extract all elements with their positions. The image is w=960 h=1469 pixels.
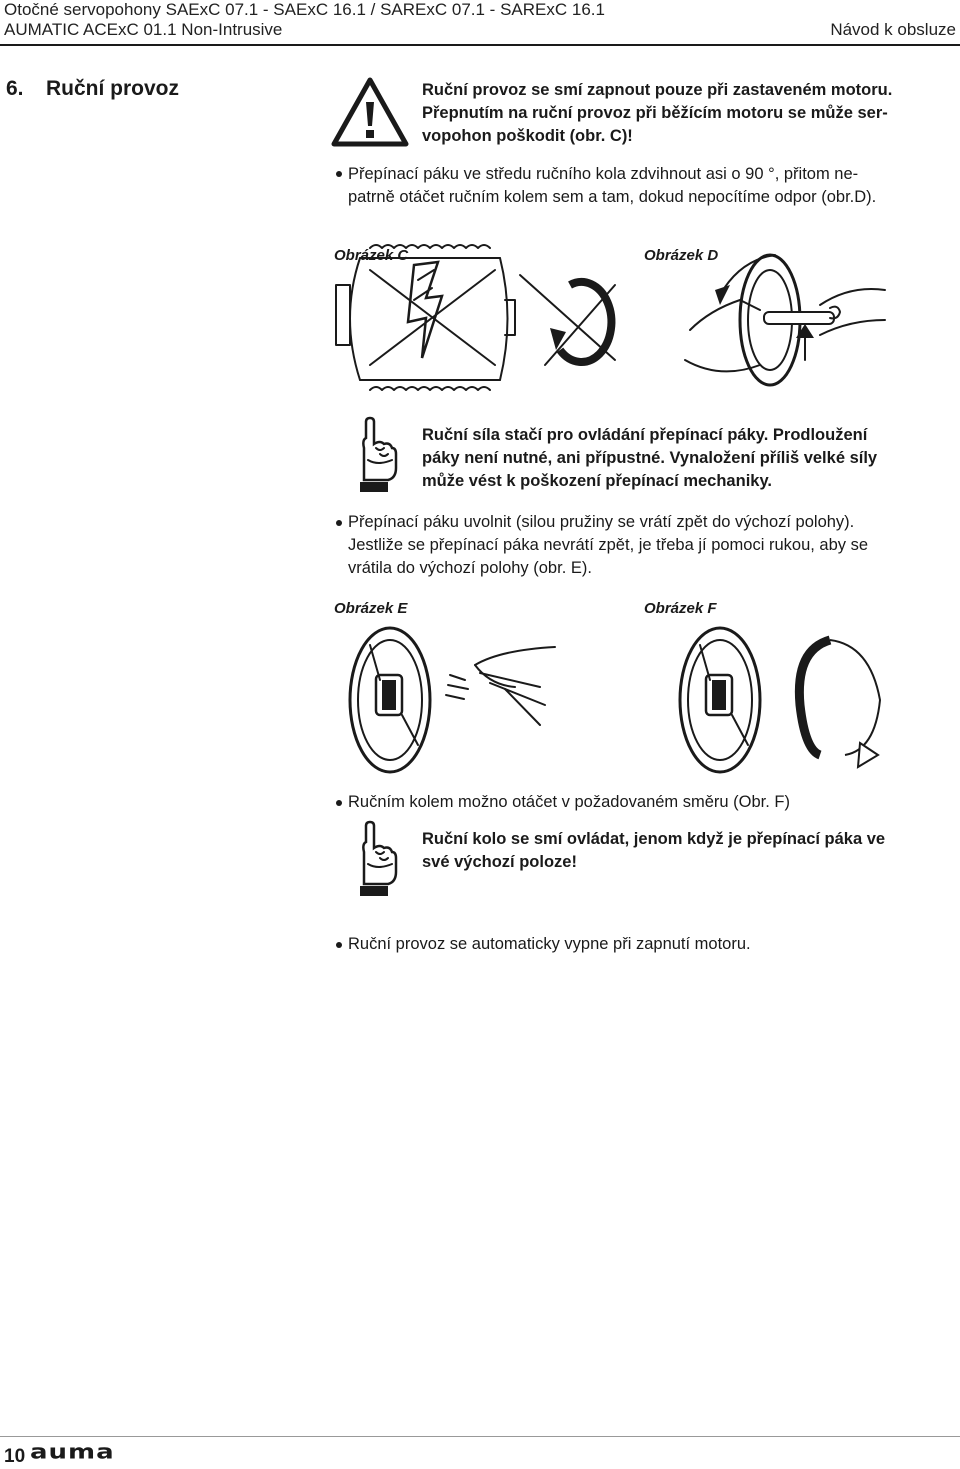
note1-line: může vést k poškození přepínací mechaniky. [422,472,772,490]
warning-triangle-icon [330,76,410,148]
warning-text [422,79,892,148]
figure-d-caption: Obrázek D [644,247,719,264]
motion-lines-icon [446,675,468,699]
lightning-bolt-icon [408,262,442,358]
pointing-hand-icon [350,822,398,898]
pointing-hand-icon [350,418,398,494]
footer-rule [0,1436,960,1437]
step1-line: Přepínací páku ve středu ručního kola zdvihnout asi o 90 °, přitom ne- [348,165,859,183]
note1-line: páky není nutné, ani přípustné. Vynaložení příliš velké síly [422,449,878,467]
arrow-head [715,285,730,305]
step3-text: Ručním kolem možno otáčet v požadovaném směru (Obr. F) [348,793,791,811]
bullet [336,942,342,948]
page-number: 10 [4,1446,26,1467]
note2-line: své výchozí poloze! [422,853,577,871]
note1-text [422,424,877,493]
section-number: 6. [6,77,24,100]
warning-line: vopohon poškodit (obr. C)! [422,127,633,145]
figure-f-caption: Obrázek F [644,600,717,617]
handwheel-drawing [740,255,834,385]
hand-drawing [475,647,555,725]
step4-text: Ruční provoz se automaticky vypne při zapnutí motoru. [348,935,751,953]
figure-c-illustration [330,240,630,390]
rotation-arrow-icon [520,275,615,365]
note2-line: Ruční kolo se smí ovládat, jenom když je přepínací páka ve [422,830,886,848]
auma-logo: auma [30,1440,115,1464]
figure-c-caption: Obrázek C [334,247,409,264]
note2-text [422,828,885,874]
rotation-arrow-icon [799,640,880,767]
document-header-line1: Otočné servopohony SAExC 07.1 - SAExC 16.1 / SARExC 07.1 - SARExC 16.1 [4,0,605,19]
step2-line: Přepínací páku uvolnit (silou pružiny se vrátí zpět do výchozí polohy). [348,513,855,531]
handwheel-drawing [680,628,760,772]
bullet [336,800,342,806]
note1-line: Ruční síla stačí pro ovládání přepínací páky. Prodloužení [422,426,868,444]
document-header-line2: AUMATIC ACExC 01.1 Non-Intrusive [4,20,283,39]
document-type-label: Návod k obsluze [830,20,956,39]
step2-text [348,511,868,580]
step2-line: vrátila do výchozí polohy (obr. E). [348,559,592,577]
figure-e-caption: Obrázek E [334,600,408,617]
bullet [336,520,342,526]
figure-d-illustration [680,240,890,390]
section-title: Ruční provoz [46,77,180,100]
step1-line: patrně otáčet ručním kolem sem a tam, dokud nepocítíme odpor (obr.D). [348,188,877,206]
header-rule [0,44,960,46]
warning-line: Ruční provoz se smí zapnout pouze při zastaveném motoru. [422,81,893,99]
step2-line: Jestliže se přepínací páka nevrátí zpět, je třeba jí pomoci rukou, aby se [348,536,869,554]
step1-text [348,163,876,209]
warning-line: Přepnutím na ruční provoz při běžícím motoru se může ser- [422,104,888,122]
figure-f-illustration [670,625,900,775]
handwheel-drawing [350,628,430,772]
figure-e-illustration [340,625,560,775]
bullet [336,171,342,177]
